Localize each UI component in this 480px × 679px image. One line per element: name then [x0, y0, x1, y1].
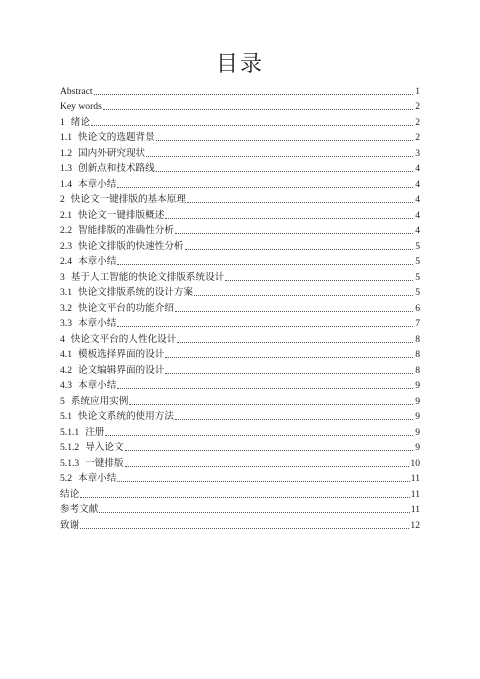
toc-entry-number: 2.4: [60, 256, 72, 267]
toc-entry: [60, 453, 420, 469]
toc-dot-leader: [194, 295, 413, 296]
toc-entry: [60, 500, 420, 516]
toc-entry-text: Abstract: [60, 85, 93, 97]
toc-entry-number: 1.3: [60, 163, 72, 174]
toc-dot-leader: [125, 450, 413, 451]
toc-dot-leader: [125, 466, 410, 467]
toc-dot-leader: [156, 140, 413, 141]
toc-entry-number: 5.1.1: [60, 426, 80, 438]
toc-entry: [60, 515, 420, 531]
toc-entry-page: 2: [415, 116, 420, 128]
toc-dot-leader: [99, 512, 409, 513]
toc-entry-text: 致谢: [60, 519, 80, 531]
toc-entry: [60, 221, 420, 237]
toc-entry-page: 1: [415, 85, 420, 97]
toc-entry-page: 11: [410, 504, 420, 515]
toc-entry-number: 4.2: [60, 364, 72, 376]
toc-entry-text: 参考文献: [60, 504, 99, 515]
toc-dot-leader: [103, 109, 413, 110]
toc-dot-leader: [80, 497, 410, 498]
toc-entry: [60, 407, 420, 423]
toc-entry: [60, 128, 420, 144]
toc-entry-number: 5.1: [60, 411, 72, 422]
toc-entry: [60, 298, 420, 314]
toc-entry-number: 3.3: [60, 318, 72, 329]
toc-entry-page: 3: [415, 147, 420, 159]
toc-entry-text: 本章小结: [78, 256, 117, 267]
toc-entry-page: 7: [415, 318, 420, 329]
toc-entry-number: 2: [60, 194, 65, 205]
toc-entry-page: 10: [410, 457, 420, 469]
toc-entry-page: 4: [415, 178, 420, 190]
toc-entry-text: 快论文排版的快速性分析: [78, 240, 184, 252]
page-title: 目录: [215, 51, 264, 76]
toc-entry-number: 5.1.2: [60, 442, 80, 453]
toc-entry-page: 9: [415, 442, 420, 453]
toc-entry-text: 本章小结: [78, 473, 117, 484]
toc-entry-number: 4.3: [60, 380, 72, 391]
toc-entry-page: 9: [415, 380, 420, 391]
toc-entry-number: 1.2: [60, 147, 72, 159]
toc-entry-number: 3.2: [60, 302, 72, 314]
toc-dot-leader: [165, 357, 413, 358]
toc-entry: [60, 205, 420, 221]
toc-entry: [60, 329, 420, 345]
toc-entry-text: 本章小结: [78, 380, 117, 391]
toc-entry-page: 9: [415, 395, 420, 407]
toc-entry: [60, 469, 420, 485]
toc-entry-number: 4: [60, 333, 65, 345]
toc-entry-page: 5: [415, 287, 420, 298]
toc-entry: [60, 391, 420, 407]
toc-entry-text: 系统应用实例: [70, 395, 129, 407]
toc-entry: [60, 97, 420, 113]
toc-entry-page: 9: [415, 411, 420, 422]
toc-dot-leader: [117, 481, 409, 482]
toc-entry-page: 12: [410, 519, 420, 531]
toc-entry-text: 基于人工智能的快论文排版系统设计: [70, 271, 225, 283]
toc-entry-text: 快论文平台的人性化设计: [70, 333, 177, 345]
toc-dot-leader: [175, 233, 413, 234]
toc-entry-number: 3.1: [60, 287, 72, 298]
toc-entry: [60, 252, 420, 268]
toc-entry-page: 9: [415, 426, 420, 438]
toc-entry-page: 11: [410, 473, 420, 484]
toc-entry-text: 快论文一键排版概述: [78, 209, 165, 221]
toc-entry-text: 模板选择界面的设计: [78, 349, 165, 360]
toc-dot-leader: [117, 264, 413, 265]
toc-entry: [60, 283, 420, 299]
toc-entry-page: 4: [415, 194, 420, 205]
toc-entry-number: 2.1: [60, 209, 72, 221]
toc-dot-leader: [117, 326, 413, 327]
toc-entry-page: 11: [410, 488, 420, 500]
toc-dot-leader: [105, 435, 413, 436]
toc-entry: [60, 360, 420, 376]
toc-entry-text: 快论文排版系统的设计方案: [78, 287, 194, 298]
toc-entry: [60, 484, 420, 500]
toc-entry-page: 8: [415, 364, 420, 376]
toc-entry-page: 8: [415, 349, 420, 360]
toc-entry-number: 1.4: [60, 178, 72, 190]
toc-entry-number: 2.3: [60, 240, 72, 252]
toc-entry-number: 5.2: [60, 473, 72, 484]
toc-entry-page: 2: [415, 101, 420, 112]
toc-entry-number: 4.1: [60, 349, 72, 360]
toc-entry: [60, 81, 420, 97]
toc-entry: [60, 376, 420, 392]
toc-entry-text: 一键排版: [85, 457, 124, 469]
toc-entry: [60, 236, 420, 252]
toc-entry: [60, 345, 420, 361]
toc-entry-text: 快论文一键排版的基本原理: [70, 194, 186, 205]
toc-entry: [60, 143, 420, 159]
toc-entry-page: 2: [415, 132, 420, 143]
toc-entry-page: 5: [415, 256, 420, 267]
toc-dot-leader: [129, 404, 413, 405]
toc-entry-text: 快论文系统的使用方法: [78, 411, 174, 422]
toc-entry-text: 快论文的选题背景: [78, 132, 155, 143]
toc-dot-leader: [225, 280, 413, 281]
toc-entry-text: 国内外研究现状: [78, 147, 146, 159]
toc-dot-leader: [175, 419, 413, 420]
toc-entry-page: 4: [415, 163, 420, 174]
toc-entry-text: 本章小结: [78, 178, 117, 190]
toc-entry: [60, 314, 420, 330]
toc-entry-number: 3: [60, 271, 65, 283]
toc-dot-leader: [156, 171, 413, 172]
toc-dot-leader: [187, 202, 413, 203]
toc-entry-number: 1: [60, 116, 65, 128]
toc-dot-leader: [117, 388, 413, 389]
toc-dot-leader: [80, 528, 409, 529]
toc-entry-page: 6: [415, 302, 420, 314]
toc-entry-page: 5: [415, 271, 420, 283]
toc-entry: [60, 267, 420, 283]
toc-dot-leader: [177, 342, 413, 343]
toc-entry-text: 本章小结: [78, 318, 117, 329]
toc-entry-text: 创新点和技术路线: [78, 163, 155, 174]
toc-list: [60, 81, 420, 531]
toc-dot-leader: [117, 187, 413, 188]
toc-entry-text: 论文编辑界面的设计: [78, 364, 165, 376]
toc-entry-number: 5.1.3: [60, 457, 80, 469]
toc-entry: [60, 112, 420, 128]
toc-dot-leader: [146, 156, 413, 157]
toc-entry-page: 4: [415, 209, 420, 221]
toc-dot-leader: [94, 94, 413, 95]
toc-entry-text: 快论文平台的功能介绍: [78, 302, 174, 314]
toc-entry: [60, 422, 420, 438]
toc-entry-text: 结论: [60, 488, 80, 500]
toc-entry-text: Key words: [60, 101, 102, 112]
toc-dot-leader: [185, 249, 413, 250]
toc-entry: [60, 174, 420, 190]
toc-dot-leader: [165, 218, 413, 219]
toc-entry-text: 智能排版的准确性分析: [78, 225, 174, 236]
toc-dot-leader: [175, 311, 413, 312]
toc-entry-number: 1.1: [60, 132, 72, 143]
toc-entry: [60, 438, 420, 454]
toc-entry: [60, 190, 420, 206]
toc-entry: [60, 159, 420, 175]
toc-entry-page: 8: [415, 333, 420, 345]
toc-entry-text: 绪论: [70, 116, 90, 128]
toc-entry-text: 导入论文: [85, 442, 124, 453]
toc-entry-page: 5: [415, 240, 420, 252]
toc-dot-leader: [91, 125, 413, 126]
toc-entry-page: 4: [415, 225, 420, 236]
toc-entry-number: 5: [60, 395, 65, 407]
toc-dot-leader: [165, 373, 413, 374]
toc-entry-text: 注册: [85, 426, 105, 438]
toc-entry-number: 2.2: [60, 225, 72, 236]
